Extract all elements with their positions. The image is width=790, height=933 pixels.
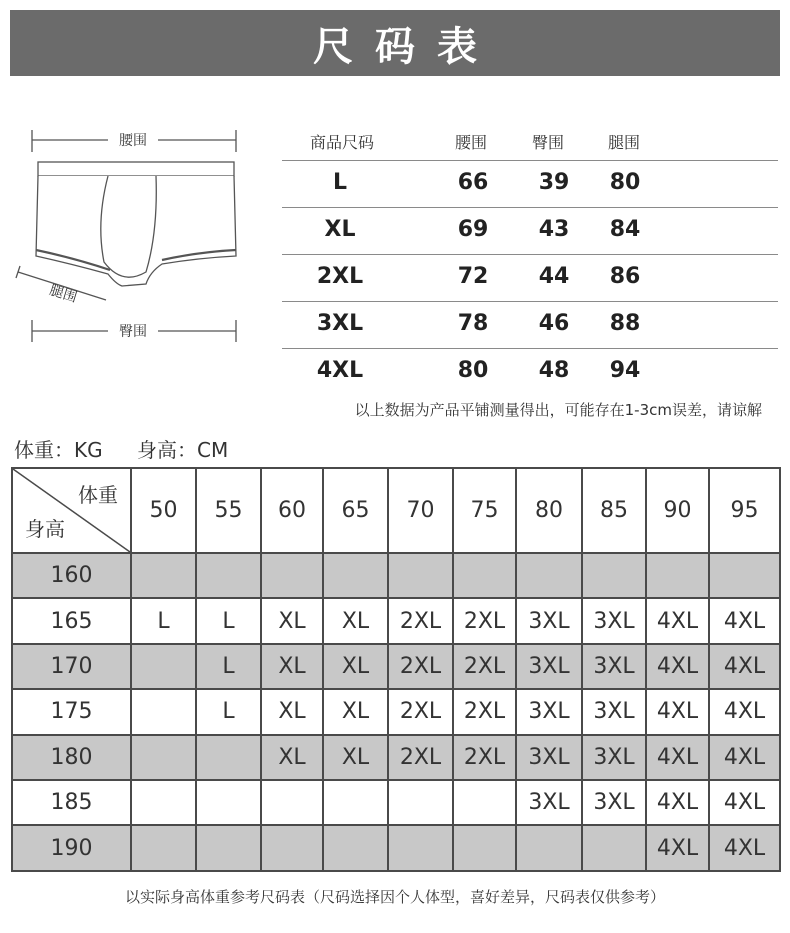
size-cell: 3XL [316,311,364,336]
size-header-thigh: 腿围 [608,133,641,152]
size-recommendation-cell: 3XL [516,598,582,643]
size-divider [282,254,778,255]
size-cell: 43 [538,217,570,242]
waist-label: 腰围 [119,133,147,149]
height-cell: 175 [12,689,131,734]
underwear-diagram [12,122,248,352]
grid-header-row [12,468,780,553]
size-recommendation-cell [131,689,196,734]
weight-header-cell: 75 [453,468,516,553]
size-recommendation-cell [453,825,516,870]
size-recommendation-cell [131,825,196,870]
size-recommendation-cell: XL [323,735,388,780]
size-recommendation-cell: L [196,644,261,689]
height-cell: 190 [12,825,131,870]
size-cell: 69 [457,217,489,242]
size-recommendation-cell [388,780,453,825]
size-recommendation-cell: 3XL [516,689,582,734]
size-recommendation-cell: 3XL [582,644,646,689]
table-row [12,780,780,825]
size-recommendation-cell: XL [323,644,388,689]
size-recommendation-cell: 4XL [709,780,780,825]
size-recommendation-cell [516,553,582,598]
table-row [12,689,780,734]
corner-weight-label: 体重 [78,483,118,507]
size-recommendation-cell [131,553,196,598]
height-cell: 170 [12,644,131,689]
size-recommendation-cell: 2XL [453,644,516,689]
size-recommendation-cell: 2XL [388,689,453,734]
size-recommendation-cell [261,780,323,825]
size-header-size: 商品尺码 [310,133,375,152]
size-recommendation-cell: 4XL [646,689,709,734]
size-cell: 39 [538,170,570,195]
size-recommendation-cell: L [131,598,196,643]
size-recommendation-cell: 3XL [582,735,646,780]
size-recommendation-cell [323,780,388,825]
corner-height-label: 身高 [25,517,65,541]
size-recommendation-cell: 3XL [516,735,582,780]
size-cell: 4XL [316,358,364,383]
size-recommendation-cell [131,780,196,825]
hip-label: 臀围 [119,324,147,340]
size-header-hip: 臀围 [532,133,565,152]
units-line [14,434,228,463]
weight-header-cell: 50 [131,468,196,553]
size-divider [282,348,778,349]
size-divider [282,301,778,302]
header-banner [10,10,780,76]
size-recommendation-cell [453,553,516,598]
size-recommendation-cell [388,825,453,870]
size-cell: 80 [457,358,489,383]
size-cell: 72 [457,264,489,289]
size-recommendation-cell [261,825,323,870]
measurement-note: 以上数据为产品平铺测量得出，可能存在1-3cm误差，请谅解 [354,401,762,419]
size-recommendation-cell: 2XL [388,735,453,780]
size-recommendation-cell [453,780,516,825]
size-recommendation-cell: 4XL [709,689,780,734]
size-recommendation-cell: XL [323,689,388,734]
size-cell: 94 [609,358,641,383]
page-title: 尺码表 [313,23,499,70]
size-recommendation-cell: XL [323,598,388,643]
size-recommendation-cell: 3XL [516,644,582,689]
size-recommendation-cell: L [196,598,261,643]
size-recommendation-cell [196,825,261,870]
weight-header-cell: 60 [261,468,323,553]
size-recommendation-cell [709,553,780,598]
size-recommendation-cell: 3XL [516,780,582,825]
size-recommendation-cell [196,780,261,825]
size-recommendation-cell [582,825,646,870]
size-recommendation-cell: 3XL [582,598,646,643]
size-cell: 80 [609,170,641,195]
size-recommendation-cell: XL [261,689,323,734]
size-recommendation-cell [323,825,388,870]
size-divider [282,160,778,161]
size-recommendation-cell: 3XL [582,780,646,825]
size-recommendation-cell: 2XL [388,644,453,689]
height-weight-table [11,467,781,872]
size-recommendation-cell [582,553,646,598]
size-cell: L [332,170,348,195]
size-cell: 48 [538,358,570,383]
size-recommendation-cell [323,553,388,598]
size-recommendation-cell [516,825,582,870]
size-recommendation-cell [131,644,196,689]
weight-unit: 体重：KG [14,438,103,462]
size-recommendation-cell: 4XL [709,598,780,643]
table-row [12,825,780,870]
size-recommendation-cell [196,553,261,598]
weight-header-cell: 55 [196,468,261,553]
table-row [12,553,780,598]
weight-header-cell: 70 [388,468,453,553]
size-cell: 78 [457,311,489,336]
size-recommendation-cell: 4XL [709,735,780,780]
size-recommendation-cell: L [196,689,261,734]
size-recommendation-cell [131,735,196,780]
size-cell: 66 [457,170,489,195]
height-cell: 185 [12,780,131,825]
table-row [12,598,780,643]
size-divider [282,207,778,208]
weight-header-cell: 65 [323,468,388,553]
height-cell: 180 [12,735,131,780]
size-recommendation-cell: XL [261,598,323,643]
size-recommendation-cell: 2XL [453,598,516,643]
height-cell: 165 [12,598,131,643]
size-recommendation-cell: 4XL [646,644,709,689]
size-recommendation-cell: 4XL [646,825,709,870]
size-recommendation-cell: XL [261,735,323,780]
size-recommendation-cell [261,553,323,598]
weight-header-cell: 90 [646,468,709,553]
size-header-waist: 腰围 [455,133,488,152]
weight-header-cell: 85 [582,468,646,553]
size-cell: 44 [538,264,570,289]
size-cell: 84 [609,217,641,242]
size-cell: 86 [609,264,641,289]
size-recommendation-cell: XL [261,644,323,689]
size-recommendation-cell: 2XL [453,735,516,780]
grid-corner [12,468,131,553]
size-recommendation-cell: 4XL [646,780,709,825]
size-recommendation-cell: 4XL [709,644,780,689]
weight-header-cell: 80 [516,468,582,553]
size-recommendation-cell: 2XL [453,689,516,734]
footer-note: 以实际身高体重参考尺码表（尺码选择因个人体型，喜好差异，尺码表仅供参考） [124,888,665,906]
size-recommendation-cell [388,553,453,598]
size-cell: 88 [609,311,641,336]
size-recommendation-cell: 4XL [646,598,709,643]
weight-header-cell: 95 [709,468,780,553]
size-cell: XL [324,217,356,242]
size-recommendation-cell [196,735,261,780]
height-unit: 身高：CM [136,438,229,462]
size-recommendation-cell: 4XL [709,825,780,870]
size-cell: 46 [538,311,570,336]
size-recommendation-cell: 3XL [582,689,646,734]
size-recommendation-cell: 4XL [646,735,709,780]
size-cell: 2XL [316,264,364,289]
size-recommendation-cell: 2XL [388,598,453,643]
thigh-label: 腿围 [47,282,79,306]
table-row [12,644,780,689]
table-row [12,735,780,780]
height-cell: 160 [12,553,131,598]
size-recommendation-cell [646,553,709,598]
